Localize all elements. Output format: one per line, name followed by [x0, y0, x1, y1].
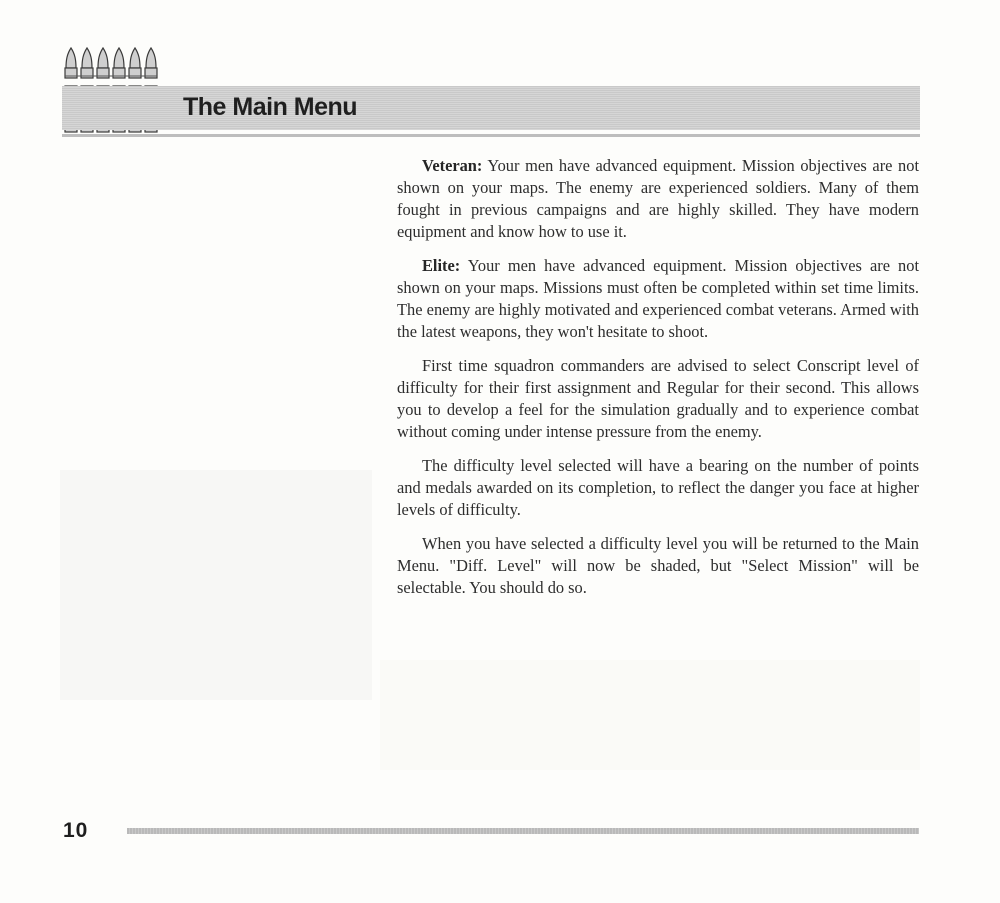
paragraph-elite: [397, 255, 919, 343]
paragraph-veteran: [397, 155, 919, 243]
page-title: The Main Menu: [183, 93, 358, 121]
paragraph-lead: Elite:: [422, 256, 461, 275]
body-text: [397, 155, 919, 611]
paragraph-text: When you have selected a difficulty level you will be returned to the Main Menu. "Diff. Level" will now be shaded, but "Select Mission" will be selectable. You should do so.: [397, 534, 919, 597]
paragraph-scoring: [397, 455, 919, 521]
page-number: 10: [63, 819, 89, 842]
show-through-block: [380, 660, 920, 770]
paragraph-text: The difficulty level selected will have a bearing on the number of points and medals awarded on its completion, to reflect the danger you face at higher levels of difficulty.: [397, 456, 919, 519]
paragraph-advice: [397, 355, 919, 443]
paragraph-text: First time squadron commanders are advised to select Conscript level of difficulty for their first assignment and Regular for their second. This allows you to develop a feel for the simulation gradually and to experience combat without coming under intense pressure from the enemy.: [397, 356, 919, 441]
show-through-block: [60, 470, 372, 700]
header-rule: [62, 134, 920, 137]
paragraph-return: [397, 533, 919, 599]
paragraph-text: Your men have advanced equipment. Mission objectives are not shown on your maps. Missions must often be completed within set time limits. The enemy are highly motivated and experienced combat veterans. Armed with the latest weapons, they won't hesitate to shoot.: [397, 256, 919, 341]
paragraph-lead: Veteran:: [422, 156, 483, 175]
paragraph-text: Your men have advanced equipment. Mission objectives are not shown on your maps. The enemy are experienced soldiers. Many of them fought in previous campaigns and are highly skilled. They have modern equipment and know how to use it.: [397, 156, 919, 241]
footer-rule: [127, 828, 919, 834]
